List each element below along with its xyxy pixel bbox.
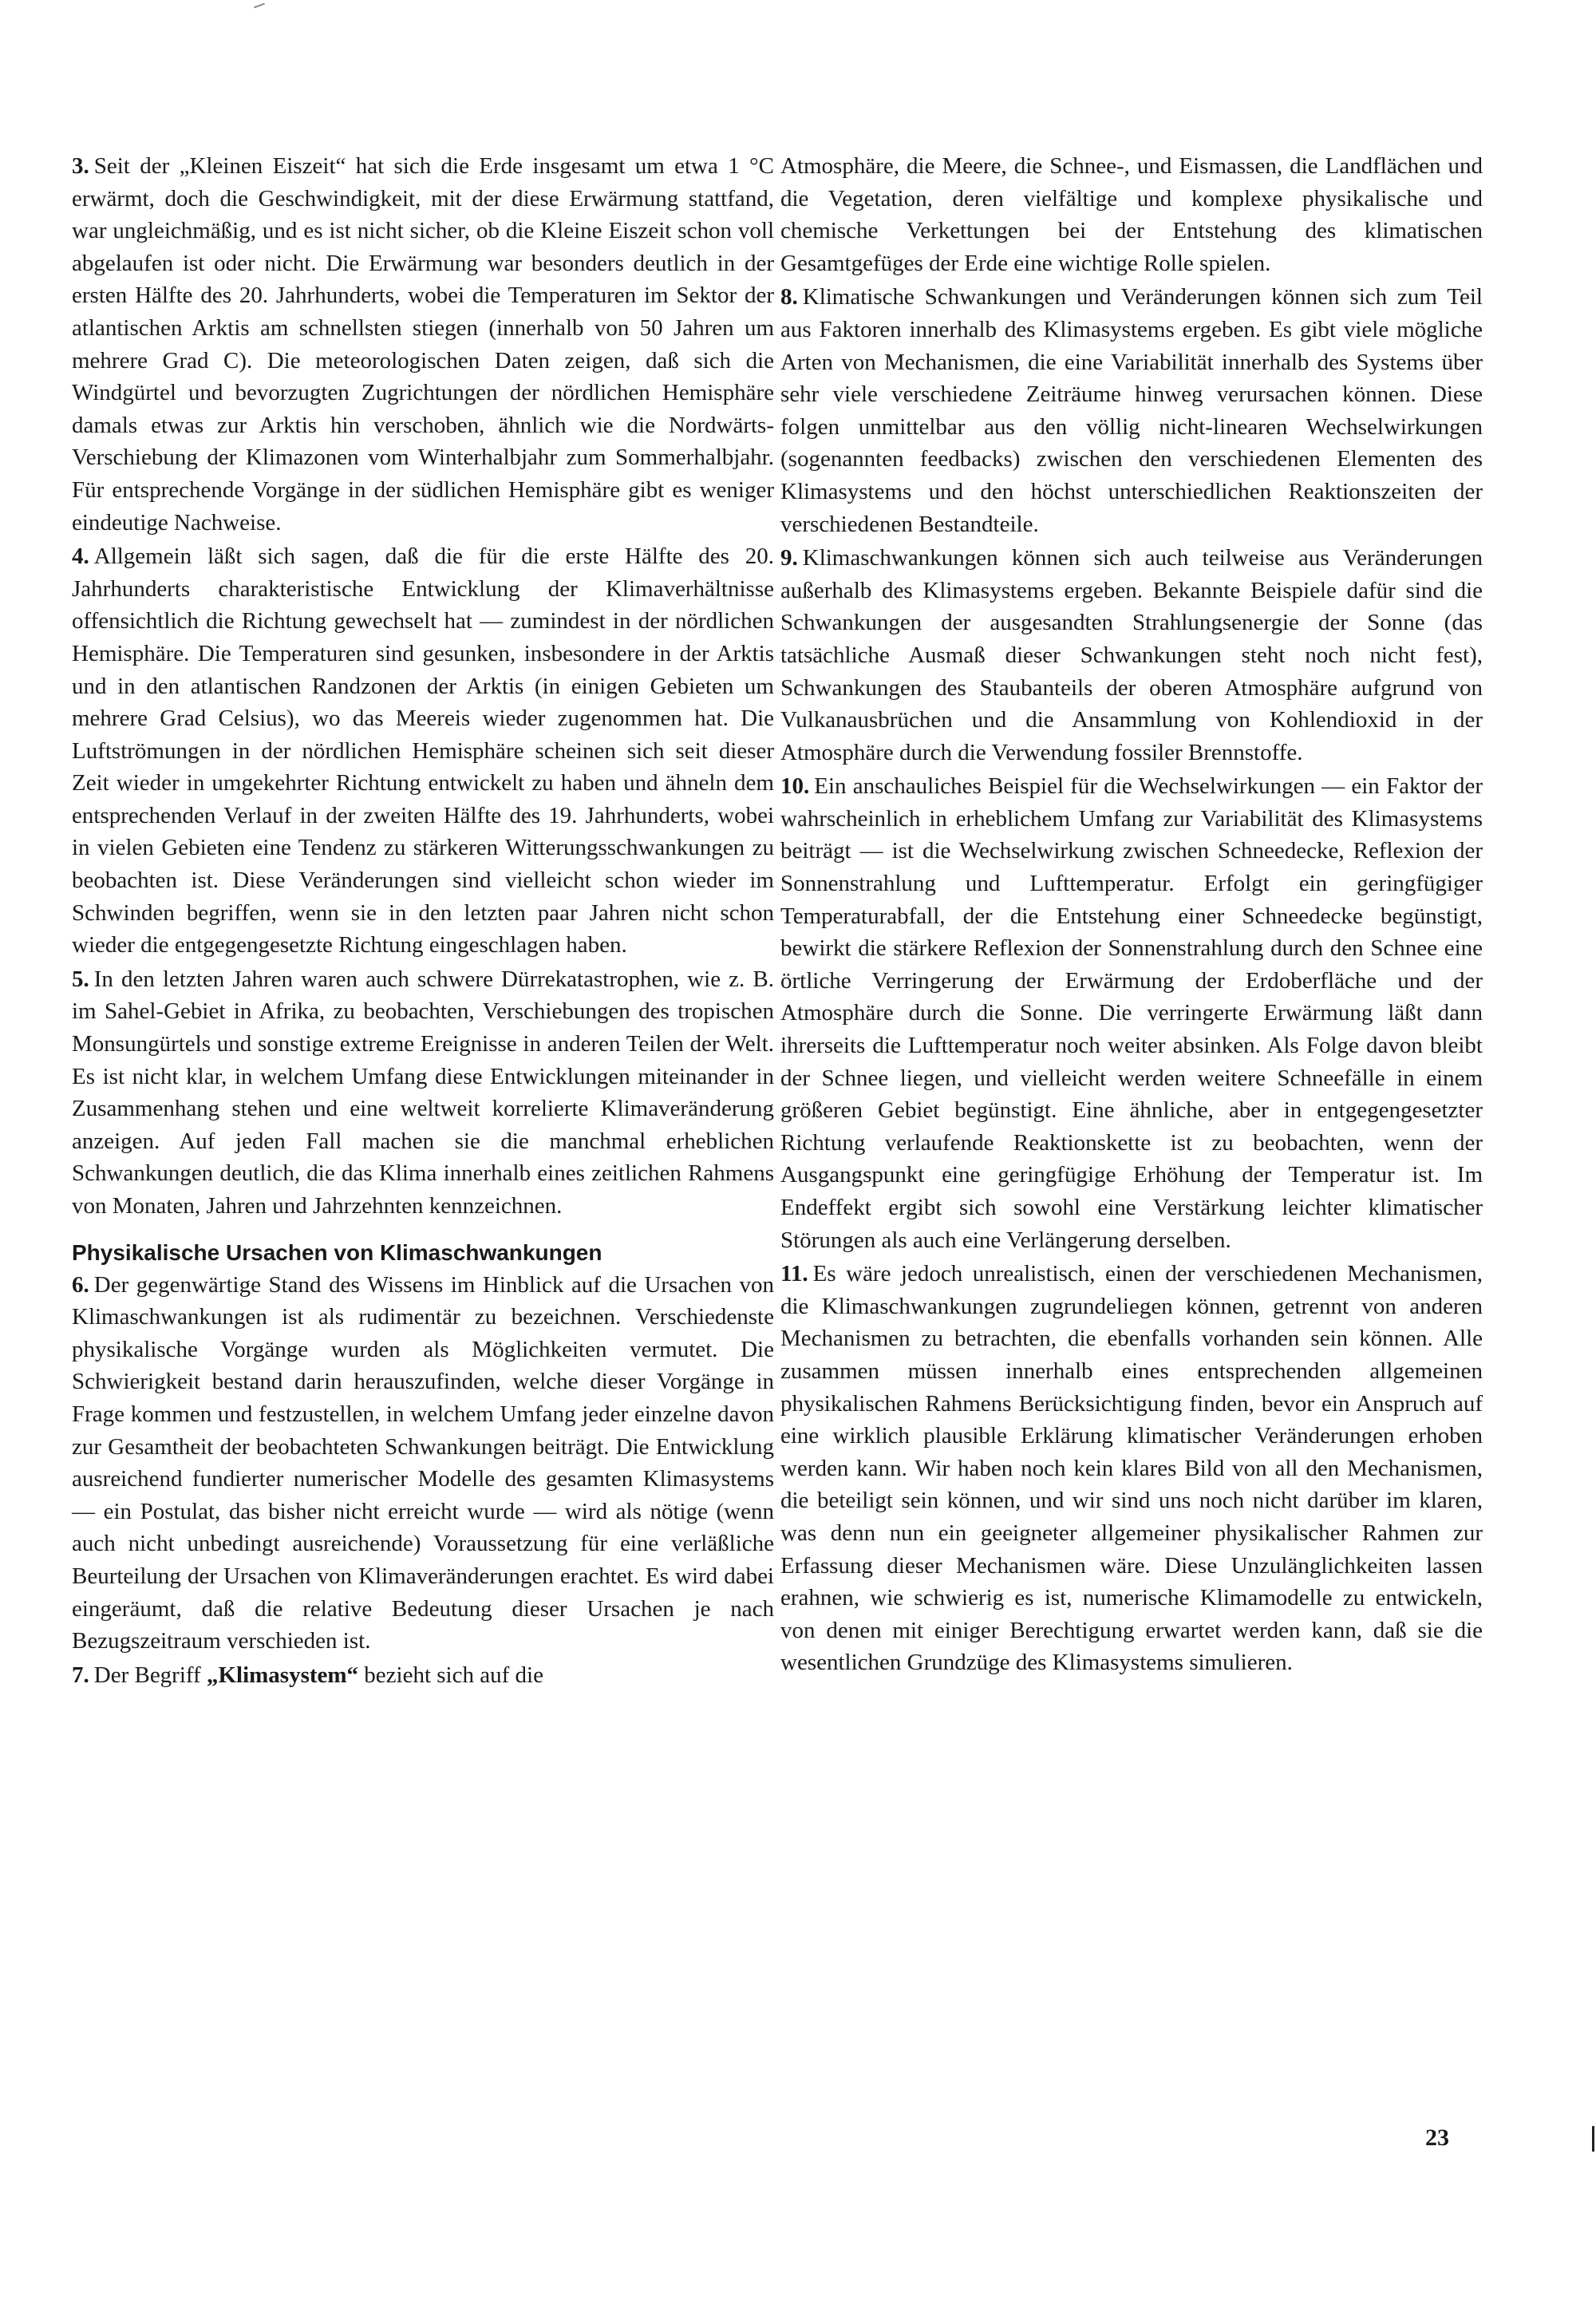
paragraph-number: 5. [72, 966, 89, 992]
paragraph-5 [72, 963, 774, 1223]
paragraph-text: Der Begriff [93, 1662, 201, 1688]
paragraph-number: 9. [780, 545, 798, 571]
paragraph-number: 11. [780, 1261, 808, 1287]
paragraph-number: 10. [780, 773, 810, 800]
section-heading: Physikalische Ursachen von Klimaschwankungen [72, 1239, 602, 1265]
page-number: 23 [1425, 2124, 1449, 2151]
paragraph-text: Der gegenwärtige Stand des Wissens im Hinblick auf die Ursachen von Klimaschwankungen ist als rudimentär zu bezeichnen. Verschiedenste physikalische Vorgänge wurden als Möglichkeiten vermutet. Die Schwierigkeit bestand darin herauszufinden, welche dieser Vorgänge in Frage kommen und festzustellen, in welchem Umfang jeder einzelne davon zur Gesamtheit der beobachteten Schwankungen beiträgt. Die Entwicklung ausreichend fundierter numerischer Modelle des gesamten Klimasystems — ein Postulat, das bisher nicht erreicht wurde — wird als nötige (wenn auch nicht unbedingt ausreichende) Voraussetzung für eine verläßliche Beurteilung der Ursachen von Klimaveränderungen erachtet. Es wird dabei eingeräumt, daß die relative Bedeutung dieser Ursachen je nach Bezugszeitraum verschieden ist. [72, 1271, 774, 1654]
term-klimasystem: „Klimasystem“ [206, 1662, 359, 1688]
paragraph-text: Klimatische Schwankungen und Veränderungen können sich zum Teil aus Faktoren innerhalb des Klimasystems ergeben. Es gibt viele mögliche Arten von Mechanismen, die eine Variabilität innerhalb des Systems über sehr viele verschiedene Zeiträume hinweg verursachen können. Diese folgen unmittelbar aus den völlig nicht-linearen Wechselwirkungen (sogenannten feedbacks) zwischen den verschiedenen Elementen des Klimasystems und den höchst unterschiedlichen Reaktionszeiten der verschiedenen Bestandteile. [780, 284, 1483, 537]
paragraph-9 [780, 542, 1483, 769]
paragraph-text: Es wäre jedoch unrealistisch, einen der verschiedenen Mechanismen, die Klimaschwankungen zugrundeliegen können, getrennt von anderen Mechanismen zu betrachten, die ebenfalls vorhanden sein können. Alle zusammen müssen innerhalb eines entsprechenden allgemeinen physikalischen Rahmens Berücksichtigung finden, bevor ein Anspruch auf eine wirklich plausible Erklärung klimatischer Veränderungen erhoben werden kann. Wir haben noch kein klares Bild von all den Mechanismen, die beteiligt sein können, und wir sind uns noch nicht darüber im klaren, was denn nun ein geeigneter allgemeiner physikalischer Rahmen zur Erfassung dieser Mechanismen wäre. Diese Unzulänglichkeiten lassen erahnen, wie schwierig es ist, numerische Klimamodelle zu entwickeln, von denen mit einiger Berechtigung erwartet werden kann, daß sie die wesentlichen Grundzüge des Klimasystems simulieren. [780, 1261, 1483, 1676]
scan-mark [254, 3, 265, 9]
paragraph-number: 7. [72, 1662, 89, 1688]
paragraph-number: 6. [72, 1271, 89, 1298]
right-column [780, 150, 1483, 1681]
paragraph-text: Ein anschauliches Beispiel für die Wechselwirkungen — ein Faktor der wahrscheinlich in erheblichem Umfang zur Variabilität des Klimasystems beiträgt — ist die Wechselwirkung zwischen Schneedecke, Reflexion der Sonnenstrahlung und Lufttemperatur. Erfolgt ein geringfügiger Temperaturabfall, der die Entstehung einer Schneedecke begünstigt, bewirkt die stärkere Reflexion der Sonnenstrahlung durch den Schnee eine örtliche Verringerung der Erwärmung der Erdoberfläche und der Atmosphäre durch die Sonne. Die verringerte Erwärmung läßt dann ihrerseits die Lufttemperatur noch weiter absinken. Als Folge davon bleibt der Schnee liegen, und vielleicht werden weitere Schneefälle in einem größeren Gebiet begünstigt. Eine ähnliche, aber in entgegengesetzter Richtung verlaufende Reaktionskette ist zu beobachten, wenn der Ausgangspunkt eine geringfügige Erhöhung der Temperatur ist. Im Endeffekt ergibt sich sowohl eine Verstärkung leichter klimatischer Störungen als auch eine Verlängerung derselben. [780, 773, 1483, 1253]
paragraph-11 [780, 1258, 1483, 1679]
paragraph-text: Seit der „Kleinen Eiszeit“ hat sich die Erde insgesamt um etwa 1 °C erwärmt, doch die Geschwindigkeit, mit der diese Erwärmung stattfand, war ungleichmäßig, und es ist nicht sicher, ob die Kleine Eiszeit schon voll abgelaufen ist oder nicht. Die Erwärmung war besonders deutlich in der ersten Hälfte des 20. Jahrhunderts, wobei die Temperaturen im Sektor der atlantischen Arktis am schnellsten stiegen (innerhalb von 50 Jahren um mehrere Grad C). Die meteorologischen Daten zeigen, daß sich die Windgürtel und bevorzugten Zugrichtungen der nördlichen Hemisphäre damals etwas zur Arktis hin verschoben, ähnlich wie die Nordwärts-Verschiebung der Klimazonen vom Winterhalbjahr zum Sommerhalbjahr. Für entsprechende Vorgänge in der südlichen Hemisphäre gibt es weniger eindeutige Nachweise. [72, 153, 774, 536]
paragraph-10 [780, 770, 1483, 1256]
paragraph-8 [780, 281, 1483, 540]
paragraph-number: 3. [72, 153, 89, 179]
paragraph-3 [72, 150, 774, 539]
paragraph-7 [72, 1659, 774, 1692]
edge-mark [1592, 2126, 1594, 2152]
left-column [72, 150, 774, 1693]
paragraph-7-continued: Atmosphäre, die Meere, die Schnee-, und Eismassen, die Landflächen und die Vegetation, deren vielfältige und komplexe physikalische und chemische Verkettungen bei der Entstehung des klimatischen Gesamtgefüges der Erde eine wichtige Rolle spielen. [780, 153, 1483, 276]
paragraph-number: 8. [780, 284, 798, 310]
paragraph-text: bezieht sich auf die [364, 1662, 543, 1688]
paragraph-6 [72, 1269, 774, 1658]
paragraph-number: 4. [72, 543, 89, 570]
paragraph-text: Klimaschwankungen können sich auch teilweise aus Veränderungen außerhalb des Klimasystems ergeben. Bekannte Beispiele dafür sind die Schwankungen der ausgesandten Strahlungsenergie der Sonne (das tatsächliche Ausmaß dieser Schwankungen steht noch nicht fest), Schwankungen des Staubanteils der oberen Atmosphäre aufgrund von Vulkanausbrüchen und die Ansammlung von Kohlendioxid in der Atmosphäre durch die Verwendung fossiler Brennstoffe. [780, 545, 1483, 765]
paragraph-4 [72, 540, 774, 962]
paragraph-text: In den letzten Jahren waren auch schwere Dürrekatastrophen, wie z. B. im Sahel-Gebiet in Afrika, zu beobachten, Verschiebungen des tropischen Monsungürtels und sonstige extreme Ereignisse in anderen Teilen der Welt. Es ist nicht klar, in welchem Umfang diese Entwicklungen miteinander in Zusammenhang stehen und eine weltweit korrelierte Klimaveränderung anzeigen. Auf jeden Fall machen sie die manchmal erheblichen Schwankungen deutlich, die das Klima innerhalb eines zeitlichen Rahmens von Monaten, Jahren und Jahrzehnten kennzeichnen. [72, 966, 774, 1219]
paragraph-text: Allgemein läßt sich sagen, daß die für die erste Hälfte des 20. Jahrhunderts charakteristische Entwicklung der Klimaverhältnisse offensichtlich die Richtung gewechselt hat — zumindest in der nördlichen Hemisphäre. Die Temperaturen sind gesunken, insbesondere in der Arktis und in den atlantischen Randzonen der Arktis (in einigen Gebieten um mehrere Grad Celsius), wo das Meereis wieder zugenommen hat. Die Luftströmungen in der nördlichen Hemisphäre scheinen sich seit dieser Zeit wieder in umgekehrter Richtung entwickelt zu haben und ähneln dem entsprechenden Verlauf in der zweiten Hälfte des 19. Jahrhunderts, wobei in vielen Gebieten eine Tendenz zu stärkeren Witterungsschwankungen zu beobachten ist. Diese Veränderungen sind vielleicht schon wieder im Schwinden begriffen, wenn sie in den letzten paar Jahren nicht schon wieder die entgegengesetzte Richtung eingeschlagen haben. [72, 543, 774, 958]
